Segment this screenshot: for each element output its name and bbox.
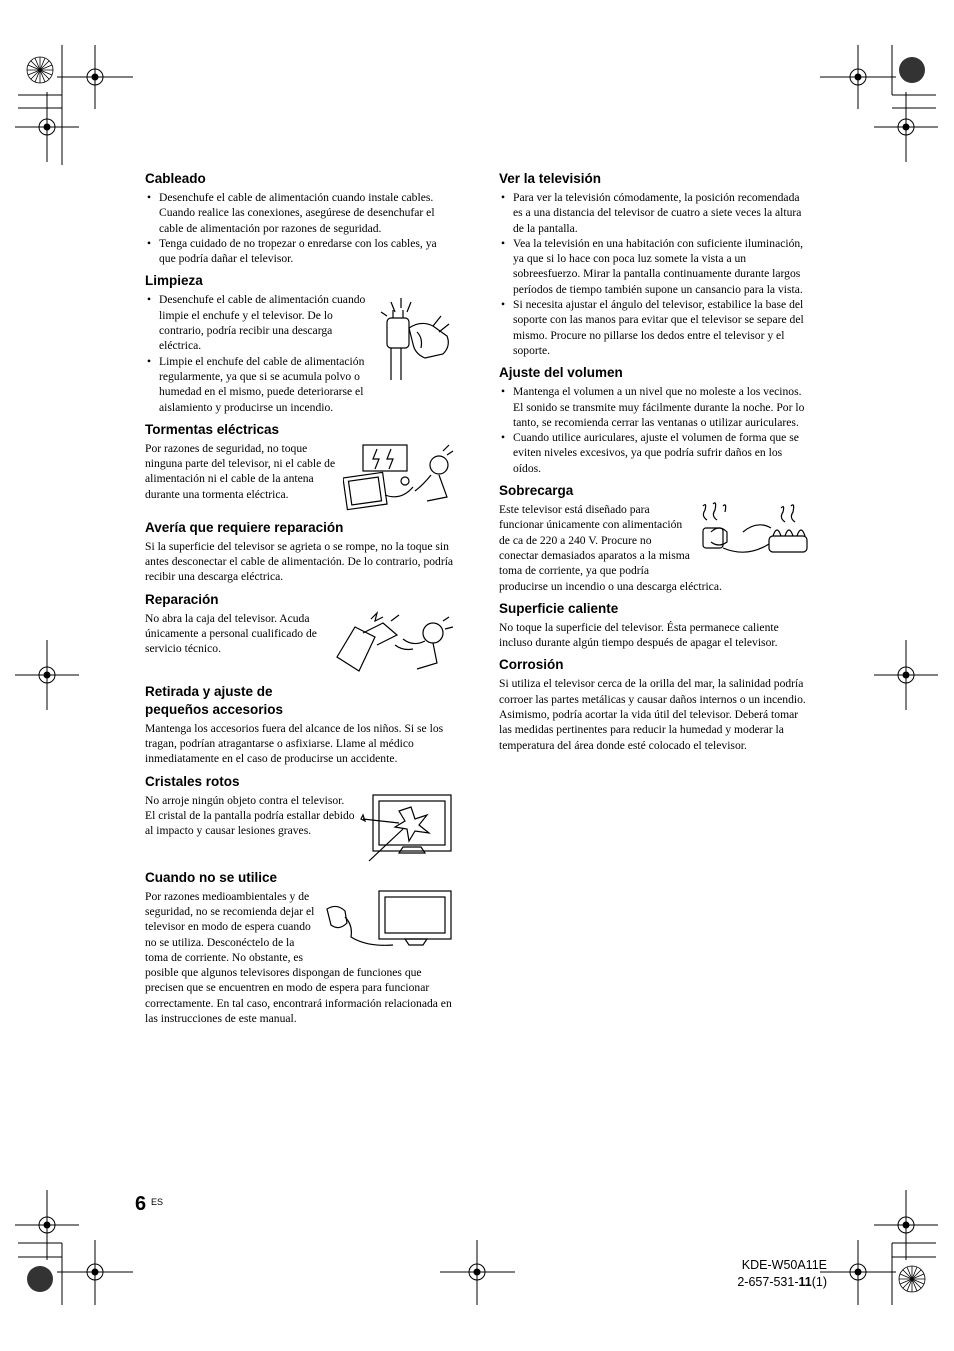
model-info — [737, 1257, 827, 1291]
list-limpieza — [145, 292, 455, 414]
page-language-code: ES — [151, 1197, 164, 1207]
section-superficie — [499, 600, 811, 651]
section-sobrecarga — [499, 482, 811, 594]
heading-superficie: Superficie caliente — [499, 600, 619, 616]
list-item: • Mantenga el volumen a un nivel que no moleste a los vecinos. El sonido se transmite muy fácilmente durante la noche. Por lo tanto, se recomienda cerrar las ventanas o utilizar auriculares. — [499, 384, 811, 430]
paragraph-cristales: No arroje ningún objeto contra el televisor. El cristal de la pantalla podría estallar debido al impacto y causar lesiones graves. — [145, 793, 355, 838]
list-item: • Desenchufe el cable de alimentación cuando instale cables. Cuando realice las conexiones, asegúrese de desenchufar el cable de alimentación por razones de seguridad. — [145, 190, 455, 236]
list-item: • Vea la televisión en una habitación con suficiente iluminación, ya que si lo hace con poca luz somete la vista a un sobreesfuerzo. Mirar la pantalla continuamente durante largos períodos de tiempo también supone un cansancio para la vista. — [499, 236, 811, 297]
heading-cuando-no: Cuando no se utilice — [145, 869, 278, 885]
unplug-tv-illustration — [323, 889, 455, 951]
part-code — [737, 1274, 827, 1291]
heading-retirada: Retirada y ajuste de pequeños accesorios — [145, 683, 284, 717]
section-cableado — [145, 170, 455, 266]
section-volumen — [499, 364, 811, 476]
heading-cableado: Cableado — [145, 171, 206, 186]
part-code-suffix: (1) — [811, 1275, 827, 1289]
heading-limpieza: Limpieza — [145, 273, 203, 289]
heading-ver: Ver la televisión — [499, 171, 602, 186]
heading-corrosion: Corrosión — [499, 657, 564, 673]
heading-tormentas: Tormentas eléctricas — [145, 421, 280, 437]
paragraph-reparacion: No abra la caja del televisor. Acuda únicamente a personal cualificado de servicio técnico. — [145, 611, 317, 656]
storm-tv-illustration — [343, 441, 455, 513]
paragraph-superficie: No toque la superficie del televisor. Ésta permanece caliente incluso durante algún tiempo después de apagar el televisor. — [499, 620, 779, 650]
paragraph-averia: Si la superficie del televisor se agrieta o se rompe, no la toque sin antes desconectar el cable de alimentación. De lo contrario, podría recibir una descarga eléctrica. — [145, 539, 454, 584]
list-item: • Si necesita ajustar el ángulo del televisor, estabilice la base del soporte con las manos para evitar que el televisor se separe del mismo. Procure no pillarse los dedos entre el televisor y el soporte. — [499, 297, 811, 358]
section-reparacion — [145, 591, 455, 677]
section-cuando-no — [145, 869, 455, 1027]
paragraph-sobrecarga: Este televisor está diseñado para funcionar únicamente con alimentación de ca de 220 a 240 V. Procure no conectar demasiados aparatos a la misma toma de corriente, ya que podría producirse un incendio o una descarga eléctrica. — [499, 503, 722, 593]
list-item: • Cuando utilice auriculares, ajuste el volumen de forma que se eviten niveles excesivos, ya que podría sufrir daños en los oídos. — [499, 430, 811, 476]
list-item: • Para ver la televisión cómodamente, la posición recomendada es a una distancia del televisor de cuatro a siete veces la altura de la pantalla. — [499, 190, 811, 236]
overload-outlet-illustration — [697, 502, 811, 564]
broken-screen-illustration — [359, 793, 455, 863]
heading-reparacion: Reparación — [145, 591, 219, 607]
model-number: KDE-W50A11E — [741, 1258, 827, 1272]
list-volumen — [499, 384, 811, 476]
paragraph-retirada: Mantenga los accesorios fuera del alcance de los niños. Si se los tragan, podrían atragantarse o asfixiarse. Llame al médico inmediatamente en el caso de producirse un accidente. — [145, 721, 444, 766]
right-column — [499, 170, 811, 759]
part-code-bold: 11 — [798, 1275, 812, 1289]
paragraph-corrosion: Si utiliza el televisor cerca de la orilla del mar, la salinidad podría corroer las partes metálicas y causar daños internos o un incendio. Asimismo, podría acortar la vida útil del televisor. Deberá tomar las medidas pertinentes para reducir la humedad y moderar la temperatura del área donde esté colocado el televisor. — [499, 677, 806, 752]
part-code-prefix: 2-657-531- — [737, 1275, 799, 1289]
heading-averia: Avería que requiere reparación — [145, 519, 344, 535]
left-column — [145, 170, 455, 1032]
section-cristales — [145, 773, 455, 863]
section-limpieza — [145, 272, 455, 414]
page-number: 6 — [135, 1193, 147, 1215]
repair-warning-illustration — [333, 611, 455, 677]
section-ver — [499, 170, 811, 358]
heading-volumen: Ajuste del volumen — [499, 365, 623, 381]
list-ver — [499, 190, 811, 358]
list-item: • Desenchufe el cable de alimentación cuando limpie el enchufe y el televisor. De lo contrario, podría recibir una descarga eléctrica. — [145, 292, 455, 353]
section-averia — [145, 519, 455, 585]
list-cableado — [145, 190, 455, 266]
heading-sobrecarga: Sobrecarga — [499, 483, 574, 499]
section-tormentas — [145, 421, 455, 513]
paragraph-tormentas: Por razones de seguridad, no toque ninguna parte del televisor, ni el cable de alimentación ni el cable de la antena durante una tormenta eléctrica. — [145, 441, 336, 501]
list-item: • Tenga cuidado de no tropezar o enredarse con los cables, ya que podría dañar el televisor. — [145, 236, 455, 267]
heading-cristales: Cristales rotos — [145, 773, 240, 789]
section-retirada — [145, 683, 455, 767]
section-corrosion — [499, 656, 811, 752]
list-item: • Limpie el enchufe del cable de alimentación regularmente, ya que si se acumula polvo o humedad en el mismo, puede deteriorarse el aislamiento y producirse un incendio. — [145, 354, 455, 415]
paragraph-cuando-no: Por razones medioambientales y de seguridad, no se recomienda dejar el televisor en modo de espera cuando no se utiliza. Desconéctelo de la toma de corriente. No obstante, es posible que algunos televisores dispongan de funciones que precisen que se encuentren en modo de espera para funcionar correctamente. En tal caso, encontrará información relacionada en las instrucciones de este manual. — [145, 889, 452, 1026]
